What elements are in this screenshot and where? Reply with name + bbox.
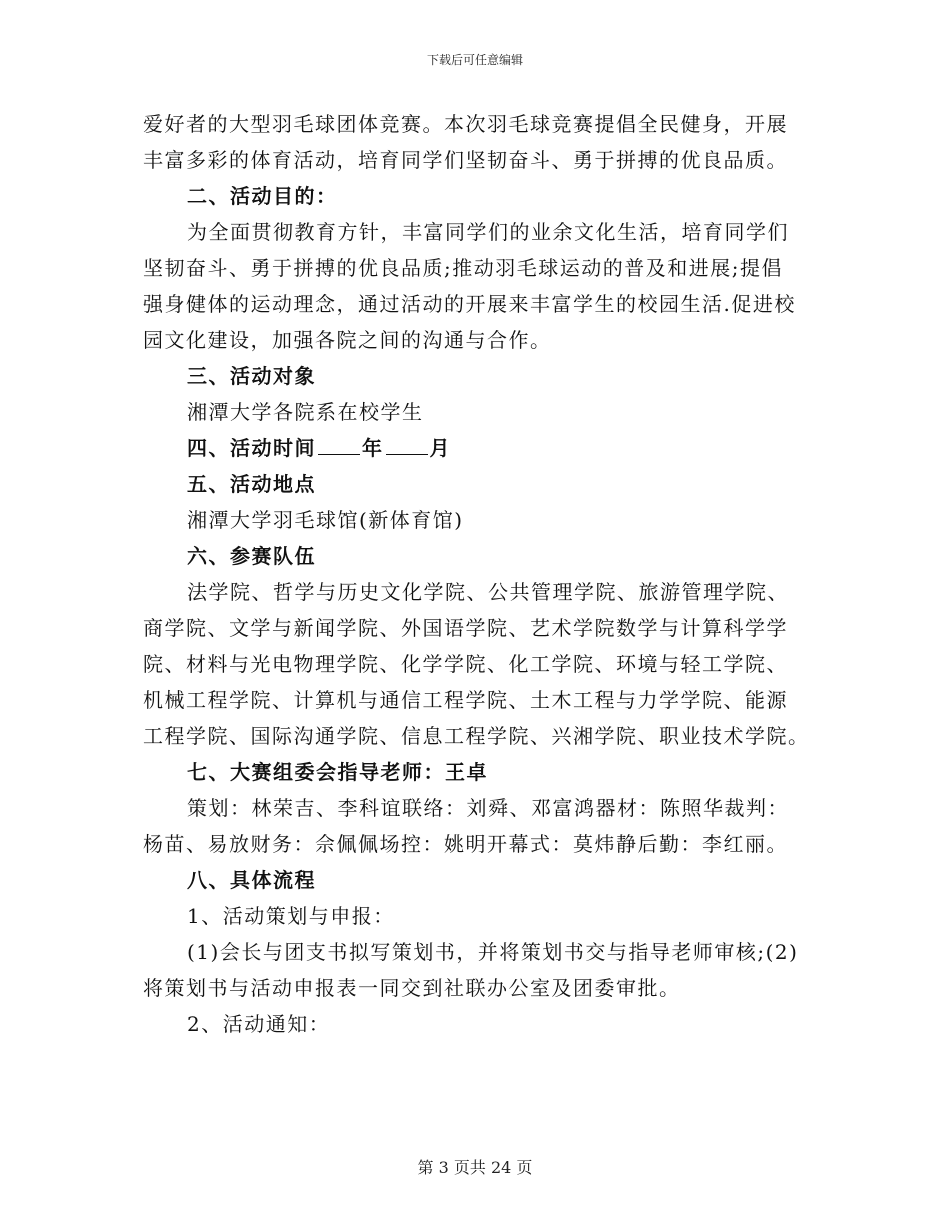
section-heading: 二、活动目的： [187, 184, 338, 208]
paragraph-line: 策划：林荣吉、李科谊联络：刘舜、邓富鸿器材：陈照华裁判： [187, 796, 789, 820]
section-heading: 七、大赛组委会指导老师：王卓 [187, 760, 488, 784]
month-label: 月 [429, 436, 451, 460]
section-heading: 八、具体流程 [187, 868, 316, 892]
paragraph-line: 坚韧奋斗、勇于拼搏的优良品质;推动羽毛球运动的普及和进展;提倡 [143, 256, 783, 280]
paragraph-line: 1、活动策划与申报： [187, 904, 395, 928]
section-heading-time [143, 430, 813, 466]
paragraph-line: 园文化建设，加强各院之间的沟通与合作。 [143, 328, 552, 352]
paragraph-line: (1)会长与团支书拟写策划书，并将策划书交与指导老师审核;(2) [187, 940, 799, 964]
time-label: 四、活动时间 [187, 436, 316, 460]
section-heading: 五、活动地点 [187, 472, 316, 496]
paragraph-line: 强身健体的运动理念，通过活动的开展来丰富学生的校园生活.促进校 [143, 292, 796, 316]
year-label: 年 [362, 436, 384, 460]
month-blank [386, 436, 428, 455]
paragraph-line: 丰富多彩的体育活动，培育同学们坚韧奋斗、勇于拼搏的优良品质。 [143, 148, 788, 172]
section-heading: 三、活动对象 [187, 364, 316, 388]
page-footer: 第 3 页共 24 页 [417, 1158, 533, 1177]
paragraph-line: 机械工程学院、计算机与通信工程学院、土木工程与力学学院、能源 [143, 688, 788, 712]
paragraph-line: 工程学院、国际沟通学院、信息工程学院、兴湘学院、职业技术学院。 [143, 724, 810, 748]
paragraph-line: 商学院、文学与新闻学院、外国语学院、艺术学院数学与计算科学学 [143, 616, 788, 640]
paragraph-line: 2、活动通知： [187, 1012, 331, 1036]
paragraph-line: 将策划书与活动申报表一同交到社联办公室及团委审批。 [143, 976, 681, 1000]
document-body [143, 106, 813, 1042]
paragraph-line: 湘潭大学羽毛球馆(新体育馆) [187, 508, 464, 532]
paragraph-line: 湘潭大学各院系在校学生 [187, 400, 424, 424]
paragraph-line: 法学院、哲学与历史文化学院、公共管理学院、旅游管理学院、 [187, 580, 789, 604]
year-blank [318, 436, 360, 455]
section-heading: 六、参赛队伍 [187, 544, 316, 568]
paragraph-line: 杨苗、易放财务：佘佩佩场控：姚明开幕式：莫炜静后勤：李红丽。 [143, 832, 788, 856]
paragraph-line: 爱好者的大型羽毛球团体竞赛。本次羽毛球竞赛提倡全民健身，开展 [143, 112, 788, 136]
paragraph-line: 院、材料与光电物理学院、化学学院、化工学院、环境与轻工学院、 [143, 652, 788, 676]
paragraph-line: 为全面贯彻教育方针，丰富同学们的业余文化生活，培育同学们 [187, 220, 789, 244]
page-header: 下载后可任意编辑 [426, 53, 523, 67]
